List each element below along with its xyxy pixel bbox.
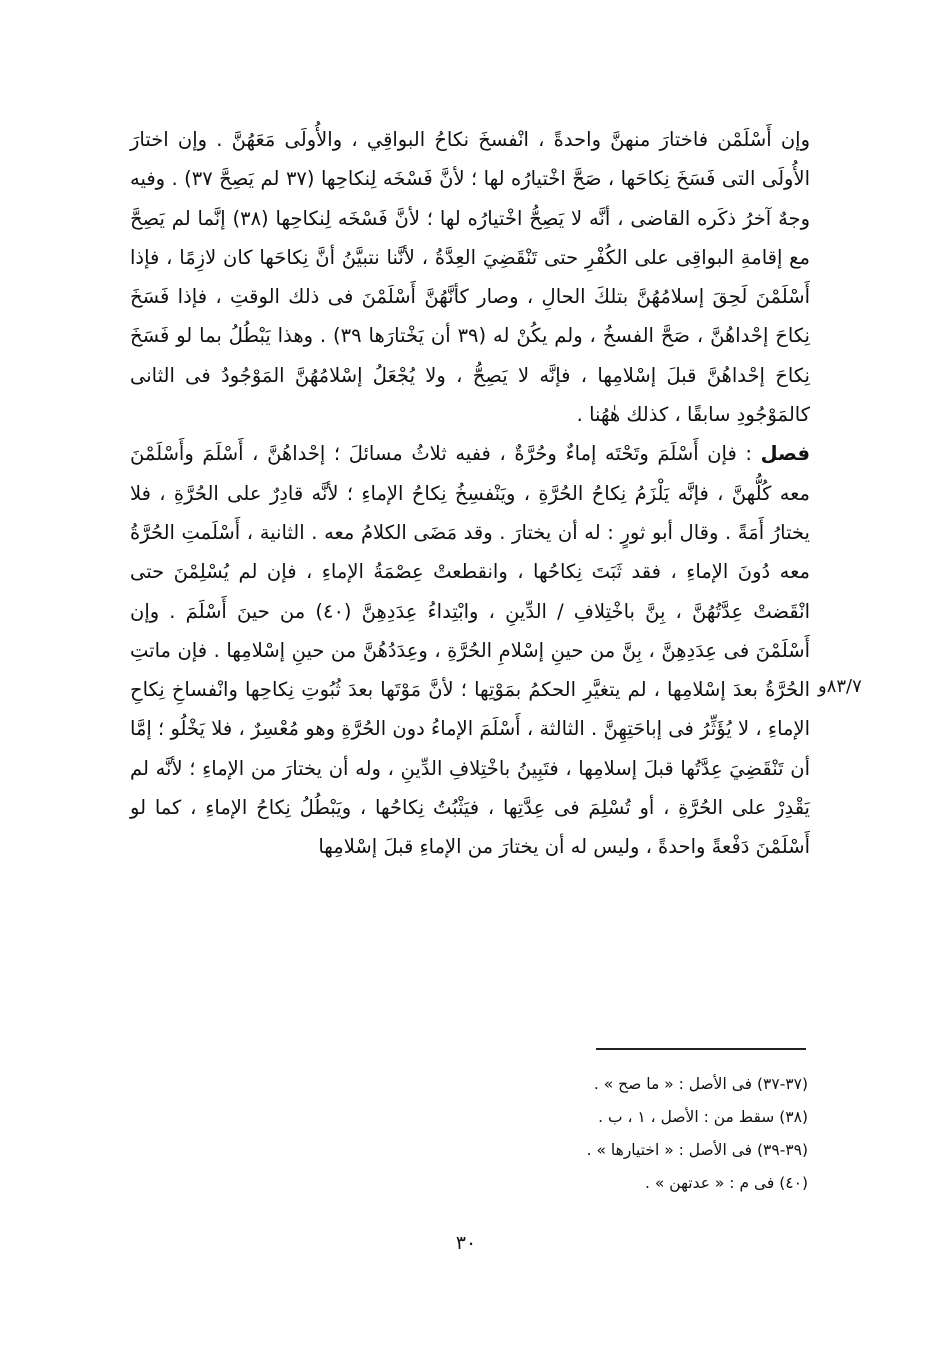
- main-text: [130, 120, 810, 867]
- paragraph-2: [130, 434, 810, 866]
- margin-reference: ٨٣/٧و: [818, 676, 862, 697]
- page-number: ٣٠: [455, 1232, 477, 1254]
- footnote: (٣٨) سقط من : الأصل ، ١ ، ب .: [598, 1108, 808, 1126]
- section-heading: فصل: [760, 442, 810, 466]
- paragraph-2-body: : فإن أَسْلَمَ وتَحْتَه إماءٌ وحُرَّةٌ ، ففيه ثلاثُ مسائلَ ؛ إحْداهُنَّ ، أَسْلَمَ وأَسْلَمْنَ معه كُلُّهنَّ ، فإنَّه يَلْزَمُ نِكاحُ الحُرَّةِ ، ويَنْفسِخُ نِكاحُ الإماءِ ؛ لأنَّه قادِرٌ على الحُرَّةِ ، فلا يختارُ أَمَةً . وقال أبو ثورٍ : له أن يختارَ . وقد مَضَى الكلامُ معه . الثانية ، أَسْلَمتِ الحُرَّةُ معه دُونَ الإماءِ ، فقد ثَبَتَ نِكاحُها ، وانقطعتْ عِصْمَةُ الإماءِ ، فإن لم يُسْلِمْنَ حتى انْقَضتْ عِدَّتُهُنَّ ، بِنَّ باخْتِلافِ / الدِّينِ ، وابْتِداءُ عِدَدِهِنَّ (٤٠) من حينَ أَسْلَمَ . وإن أَسْلَمْنَ فى عِدَدِهِنَّ ، بِنَّ من حينِ إسْلامِ الحُرَّةِ ، وعِدَدُهُنَّ من حينِ إسْلامِها . فإن ماتتِ الحُرَّةُ بعدَ إسْلامِها ، لم يتغيَّرِ الحكمُ بمَوْتِها ؛ لأنَّ مَوْتَها بعدَ ثُبُوتِ نِكاحِها وانْفساخِ نِكاحِ الإماءِ ، لا يُؤَثِّرُ فى إباحَتِهِنَّ . الثالثة ، أَسْلَمَ الإماءُ دون الحُرَّةِ وهو مُعْسِرٌ ، فلا يَخْلُو ؛ إمَّا أن تَنْقَضِيَ عِدَّتُها قبلَ إسلامِها ، فتَبِينُ باخْتِلافِ الدِّينِ ، وله أن يختارَ من الإماءِ ؛ لأنَّه لم يَقْدِرْ على الحُرَّةِ ، أو تُسْلِمَ فى عِدَّتِها ، فيَثْبُتُ نِكاحُها ، ويَبْطُلُ نِكاحُ الإماءِ ، كما لو أَسْلَمْنَ دَفْعةً واحدةً ، وليس له أن يختارَ من الإماءِ قبلَ إسْلامِها: [130, 442, 811, 859]
- footnote-separator: [596, 1048, 806, 1050]
- footnote: (٣٩-٣٩) فى الأصل : « اختيارها » .: [586, 1141, 808, 1159]
- footnote: (٤٠) فى م : « عدتهن » .: [645, 1174, 808, 1192]
- footnotes: [300, 1068, 808, 1200]
- paragraph-1: وإن أَسْلَمْن فاختارَ منهنَّ واحدةً ، انْفسخَ نكاحُ البواقِي ، والأُولَى مَعَهُنَّ . وإن اختارَ الأُولَى التى فَسَخَ نِكاحَها ، صَحَّ اخْتيارُه لها ؛ لأنَّ فَسْخَه لِنكاحِها (٣٧ لم يَصِحَّ ٣٧) . وفيه وجهٌ آخرُ ذكَره القاضى ، أنَّه لا يَصِحُّ اخْتيارُه لها ؛ لأنَّ فَسْخَه لِنكاحِها (٣٨) إنَّما لم يَصِحَّ مع إقامةِ البواقِى على الكُفْرِ حتى تَنْقَضِيَ العِدَّةُ ، لأنَّنا نتبيَّنُ أنَّ نِكاحَها كان لازِمًا ، فإذا أَسْلَمْنَ لَحِقَ إسلامُهُنَّ بتلكَ الحالِ ، وصار كأنَّهُنَّ أَسْلَمْنَ فى ذلك الوقتِ ، فإذا فَسَخَ نِكاحَ إحْداهُنَّ ، صَحَّ الفسخُ ، ولم يكُنْ له (٣٩ أن يَخْتارَها ٣٩) . وهذا يَبْطُلُ بما لو فَسَخَ نِكاحَ إحْداهُنَّ قبلَ إسْلامِها ، فإنَّه لا يَصِحُّ ، ولا يُجْعَلُ إسْلامُهُنَّ المَوْجُودُ فى الثانى كالمَوْجُودِ سابقًا ، كذلك هٰهُنا .: [130, 128, 810, 427]
- footnote: (٣٧-٣٧) فى الأصل : « ما صح » .: [593, 1075, 808, 1093]
